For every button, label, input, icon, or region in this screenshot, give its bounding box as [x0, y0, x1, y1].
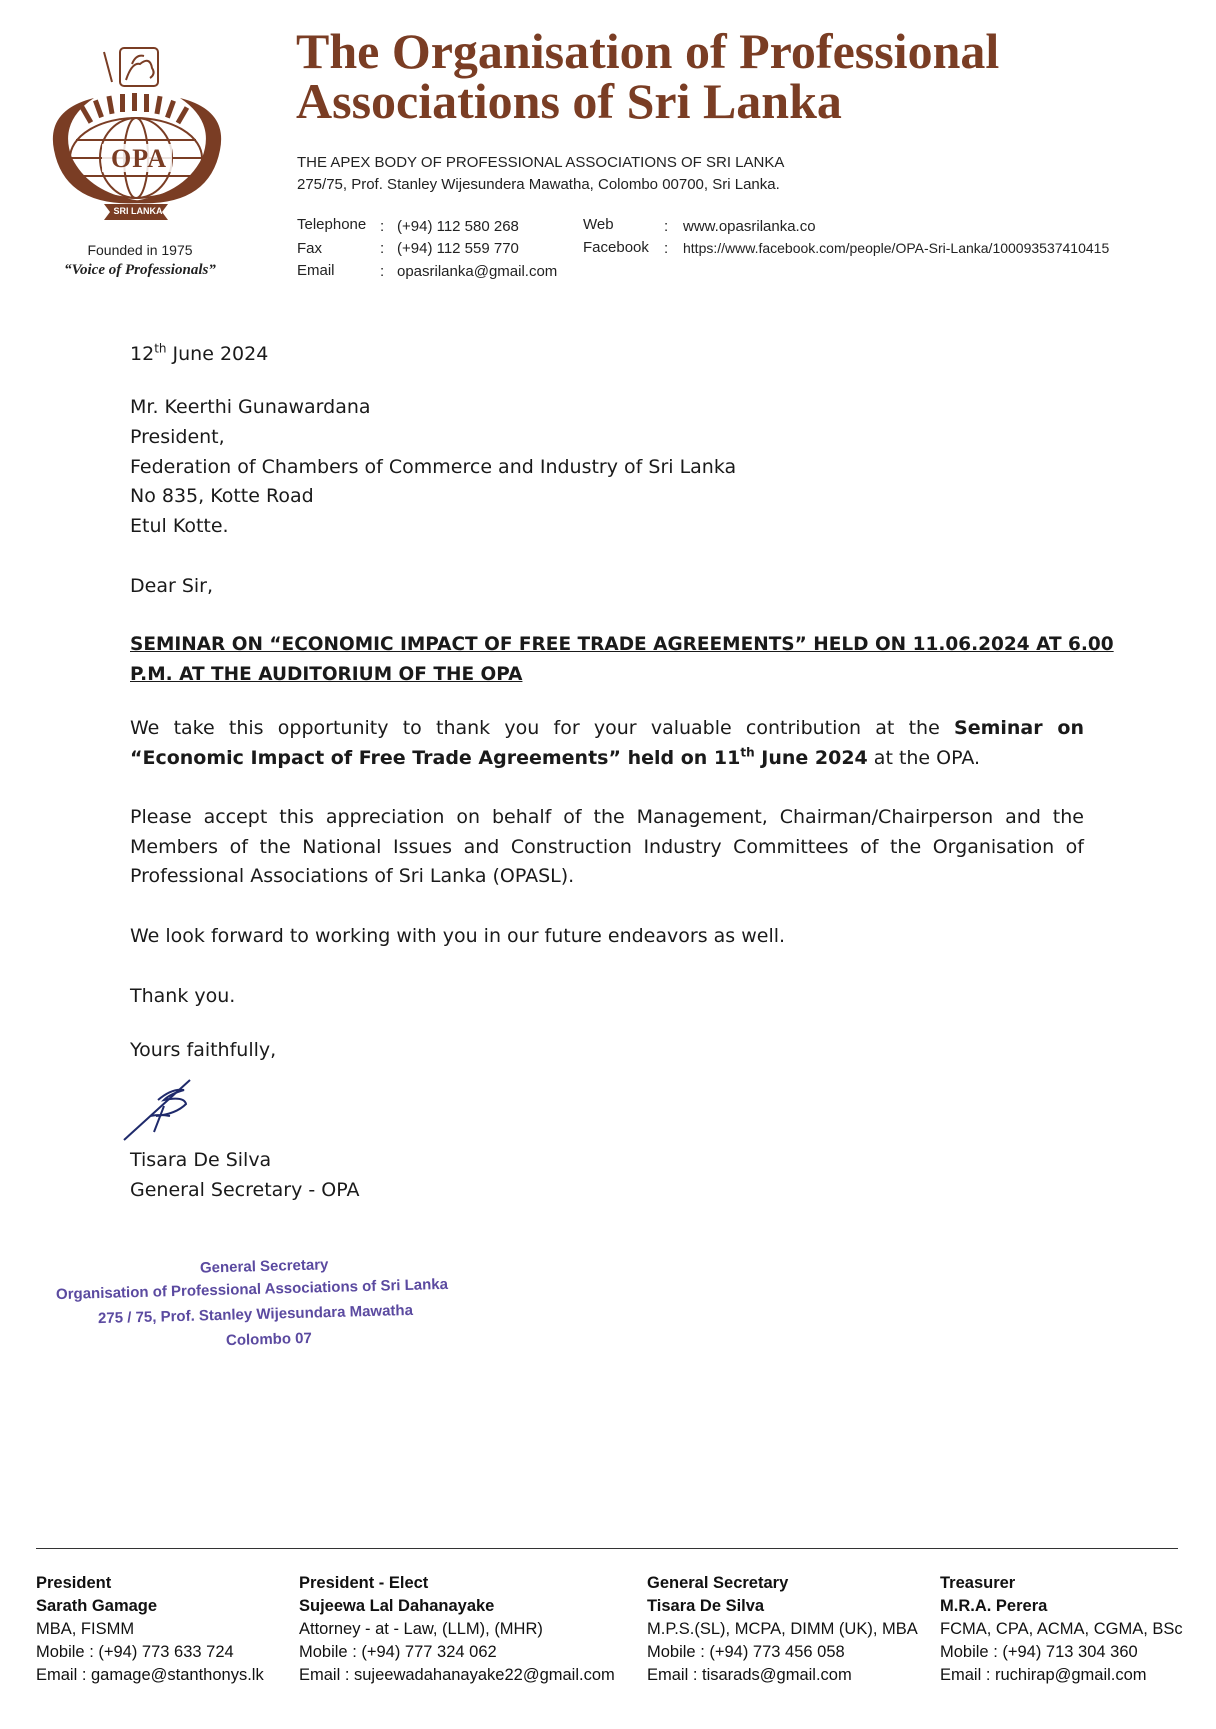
footer-role: General Secretary [647, 1574, 789, 1592]
stamp-line-1: General Secretary [199, 1256, 329, 1277]
founded-year: Founded in 1975 [87, 242, 193, 258]
recipient-city: Etul Kotte. [130, 515, 229, 537]
stamp-line-3: 275 / 75, Prof. Stanley Wijesundara Mawatha [97, 1301, 414, 1328]
footer-email[interactable]: Email : gamage@stanthonys.lk [36, 1666, 264, 1684]
footer-qualifications: M.P.S.(SL), MCPA, DIMM (UK), MBA [647, 1620, 918, 1638]
organisation-title-line-2: Associations of Sri Lanka [296, 73, 842, 129]
footer-mobile: Mobile : (+94) 713 304 360 [940, 1643, 1138, 1661]
facebook-link[interactable]: https://www.facebook.com/people/OPA-Sri-Lanka/100093537410415 [683, 240, 1110, 256]
web-colon: : [664, 218, 669, 235]
footer-person-name: Tisara De Silva [647, 1597, 765, 1615]
footer-divider [36, 1548, 1178, 1549]
subject-line-1: SEMINAR ON “ECONOMIC IMPACT OF FREE TRADE AGREEMENTS” HELD ON 11.06.2024 AT 6.00 [130, 634, 1114, 655]
footer-treasurer [940, 1572, 1183, 1687]
date-rest: June 2024 [166, 343, 269, 365]
recipient-organisation: Federation of Chambers of Commerce and Industry of Sri Lanka [130, 456, 737, 478]
footer-general-secretary [647, 1572, 918, 1687]
logo-opa-text: OPA [111, 144, 167, 173]
fax-colon: : [380, 240, 385, 257]
telephone-value: (+94) 112 580 268 [397, 218, 519, 235]
organisation-title [296, 23, 1000, 129]
date-day: 12 [130, 343, 155, 365]
footer-role: President [36, 1574, 112, 1592]
web-link[interactable]: www.opasrilanka.co [683, 218, 816, 235]
motto: “Voice of Professionals” [64, 262, 216, 278]
footer-person-name: M.R.A. Perera [940, 1597, 1048, 1615]
facebook-colon: : [664, 240, 669, 257]
signatory-title: General Secretary - OPA [130, 1179, 360, 1201]
web-label: Web [583, 216, 614, 233]
footer-email[interactable]: Email : tisarads@gmail.com [647, 1666, 852, 1684]
organisation-title-line-1: The Organisation of Professional [296, 23, 1000, 79]
para1-bold-1: Seminar on “Economic Impact of Free Trade Agreements” held on 11 [130, 717, 1084, 769]
footer-person-name: Sujeewa Lal Dahanayake [299, 1597, 495, 1615]
organisation-address: 275/75, Prof. Stanley Wijesundera Mawatha, Colombo 00700, Sri Lanka. [297, 176, 780, 193]
subject-line-2: P.M. AT THE AUDITORIUM OF THE OPA [130, 664, 523, 685]
logo-banner-text: SRI LANKA [113, 206, 163, 216]
telephone-label: Telephone [297, 216, 367, 233]
facebook-label: Facebook [583, 239, 649, 256]
para1-plain-2: at the OPA. [867, 746, 981, 769]
signatory-name: Tisara De Silva [130, 1149, 272, 1171]
recipient-title: President, [130, 426, 225, 448]
recipient-name: Mr. Keerthi Gunawardana [130, 396, 371, 418]
para1-bold-sup: th [740, 745, 755, 760]
signature-icon [120, 1070, 210, 1144]
footer-person-name: Sarath Gamage [36, 1597, 158, 1615]
footer-qualifications: MBA, FISMM [36, 1620, 135, 1638]
footer-email[interactable]: Email : sujeewadahanayake22@gmail.com [299, 1666, 615, 1684]
paragraph-thanks [130, 714, 1084, 773]
footer-mobile: Mobile : (+94) 773 456 058 [647, 1643, 845, 1661]
telephone-colon: : [380, 218, 385, 235]
letter-date [130, 339, 268, 369]
para1-bold-2: June 2024 [754, 746, 868, 769]
email-link[interactable]: opasrilanka@gmail.com [397, 263, 558, 280]
stamp-line-4: Colombo 07 [225, 1329, 313, 1350]
stamp-line-2: Organisation of Professional Associations of Sri Lanka [55, 1275, 449, 1304]
para1-plain-1: We take this opportunity to thank you for your valuable contribution at the [130, 717, 955, 739]
footer-role: Treasurer [940, 1574, 1016, 1592]
footer-qualifications: FCMA, CPA, ACMA, CGMA, BSc [940, 1620, 1183, 1638]
paragraph-appreciation: Please accept this appreciation on behalf of the Management, Chairman/Chairperson and the Members of the National Issues and Construction Industry Committees of the Organisation of Professional Associations of Sri Lanka (OPASL). [130, 806, 1084, 887]
fax-label: Fax [297, 240, 323, 257]
recipient-street: No 835, Kotte Road [130, 485, 314, 507]
apex-body-tagline: THE APEX BODY OF PROFESSIONAL ASSOCIATIONS OF SRI LANKA [297, 154, 785, 171]
email-colon: : [380, 263, 385, 280]
thank-you: Thank you. [130, 985, 236, 1007]
fax-value: (+94) 112 559 770 [397, 240, 519, 257]
footer-president-elect [299, 1572, 615, 1687]
footer-mobile: Mobile : (+94) 777 324 062 [299, 1643, 497, 1661]
footer-mobile: Mobile : (+94) 773 633 724 [36, 1643, 234, 1661]
salutation: Dear Sir, [130, 575, 214, 597]
closing: Yours faithfully, [130, 1039, 277, 1061]
footer-role: President - Elect [299, 1574, 429, 1592]
paragraph-future: We look forward to working with you in our future endeavors as well. [130, 925, 786, 947]
date-suffix: th [154, 341, 167, 356]
footer-president [36, 1572, 264, 1687]
footer-qualifications: Attorney - at - Law, (LLM), (MHR) [299, 1620, 543, 1638]
email-label: Email [297, 262, 335, 279]
footer-email[interactable]: Email : ruchirap@gmail.com [940, 1666, 1147, 1684]
